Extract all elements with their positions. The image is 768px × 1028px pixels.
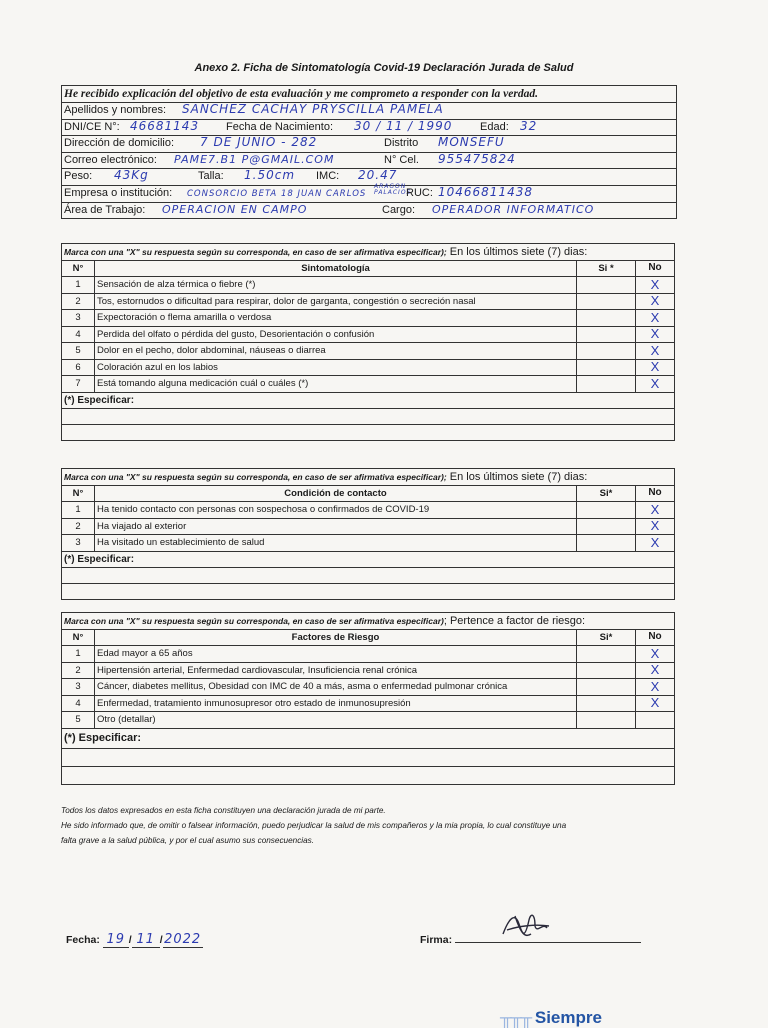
symptoms-row-si-box[interactable]	[577, 293, 636, 310]
symptoms-row	[62, 326, 675, 343]
footer-line-1: Todos los datos expresados en esta ficha constituyen una declaración jurada de mi parte.	[61, 806, 386, 815]
contact-col-n: N°	[62, 485, 95, 502]
risk-specify-label: (*) Especificar:	[62, 728, 675, 748]
footer-line-3: falta grave a la salud pública, y por el cual asumo sus consecuencias.	[61, 836, 315, 845]
symptoms-row-no-box[interactable]: X	[636, 359, 675, 376]
phone-label: N° Cel.	[384, 153, 419, 166]
risk-row-number: 2	[62, 662, 95, 679]
company-logo	[500, 1008, 602, 1028]
dni-value[interactable]: 46681143	[130, 118, 200, 133]
risk-row-no-box[interactable]: X	[636, 662, 675, 679]
risk-row-number: 5	[62, 712, 95, 729]
risk-row	[62, 695, 675, 712]
contact-col-no: No	[636, 485, 675, 502]
company-label: Empresa o institución:	[64, 186, 173, 199]
company-value[interactable]: CONSORCIO BETA 18 JUAN CARLOS	[187, 188, 367, 199]
contact-row-no-box[interactable]: X	[636, 502, 675, 519]
symptoms-row	[62, 293, 675, 310]
contact-row-number: 2	[62, 518, 95, 535]
symptoms-row-number: 7	[62, 376, 95, 393]
contact-row-si-box[interactable]	[577, 502, 636, 519]
risk-rows	[62, 646, 675, 729]
symptoms-rows	[62, 277, 675, 393]
risk-row-text: Enfermedad, tratamiento inmunosupresor otro estado de inmunosupresión	[95, 695, 577, 712]
risk-col-no: No	[636, 629, 675, 646]
contact-rows	[62, 502, 675, 552]
symptoms-row-number: 3	[62, 310, 95, 327]
symptoms-row-si-box[interactable]	[577, 359, 636, 376]
contact-row-number: 1	[62, 502, 95, 519]
ruc-value[interactable]: 10466811438	[438, 184, 533, 199]
contact-instruction: Marca con una "X" su respuesta según su corresponda, en caso de ser afirmativa especificar); En los últimos siete (7) dias:	[62, 469, 675, 486]
dni-row	[62, 120, 676, 137]
risk-row-number: 3	[62, 679, 95, 696]
symptoms-row-si-box[interactable]	[577, 376, 636, 393]
risk-col-item: Factores de Riesgo	[95, 629, 577, 646]
logo-mark-icon: ╥╥╥	[500, 1008, 531, 1027]
email-label: Correo electrónico:	[64, 153, 157, 166]
symptoms-row	[62, 359, 675, 376]
risk-row	[62, 679, 675, 696]
symptoms-row	[62, 277, 675, 294]
contact-row-no-box[interactable]: X	[636, 518, 675, 535]
symptoms-row-si-box[interactable]	[577, 310, 636, 327]
height-value[interactable]: 1.50cm	[244, 168, 296, 183]
risk-instruction: Marca con una "X" su respuesta según su corresponda, en caso de ser afirmativa especificar); Pertence a factor de riesgo:	[62, 613, 675, 630]
email-row	[62, 153, 676, 170]
address-value[interactable]: 7 DE JUNIO - 282	[200, 135, 318, 150]
ruc-label: RUC:	[406, 186, 433, 199]
risk-row-no-box[interactable]: X	[636, 646, 675, 663]
dni-label: DNI/CE N°:	[64, 120, 120, 133]
form-title: Anexo 2. Ficha de Sintomatología Covid-19 Declaración Jurada de Salud	[194, 62, 574, 74]
symptoms-instruction: Marca con una "X" su respuesta según su corresponda, en caso de ser afirmativa especificar); En los últimos siete (7) dias:	[62, 244, 675, 261]
contact-specify-line[interactable]	[62, 568, 675, 584]
area-row	[62, 203, 676, 219]
symptoms-row-number: 1	[62, 277, 95, 294]
weight-value[interactable]: 43Kg	[114, 168, 149, 183]
symptoms-col-item: Sintomatología	[95, 260, 577, 277]
risk-row	[62, 712, 675, 729]
declaration-header: He recibido explicación del objetivo de esta evaluación y me comprometo a responder con la verdad.	[62, 86, 676, 103]
symptoms-row	[62, 310, 675, 327]
role-value[interactable]: OPERADOR INFORMATICO	[432, 202, 595, 216]
company-row	[62, 182, 676, 203]
age-value[interactable]: 32	[520, 118, 538, 133]
risk-col-n: N°	[62, 629, 95, 646]
symptoms-row-no-box[interactable]: X	[636, 326, 675, 343]
contact-col-item: Condición de contacto	[95, 485, 577, 502]
contact-row-text: Ha viajado al exterior	[95, 518, 577, 535]
symptoms-row-si-box[interactable]	[577, 326, 636, 343]
symptoms-specify-line[interactable]	[62, 425, 675, 441]
symptoms-row-no-box[interactable]: X	[636, 343, 675, 360]
phone-value[interactable]: 955475824	[438, 151, 516, 166]
logo-text: Siempre	[534, 1008, 602, 1027]
address-label: Dirección de domicilio:	[64, 137, 175, 150]
symptoms-table	[61, 243, 675, 441]
contact-col-si: Si*	[577, 485, 636, 502]
symptoms-row-text: Coloración azul en los labios	[95, 359, 577, 376]
symptoms-col-no: No	[636, 260, 675, 277]
risk-specify-line[interactable]	[62, 766, 675, 784]
risk-row-text: Cáncer, diabetes mellitus, Obesidad con IMC de 40 a más, asma o enfermedad pulmonar crónica	[95, 679, 577, 696]
symptoms-col-si: Si *	[577, 260, 636, 277]
role-label: Cargo:	[382, 203, 416, 216]
risk-specify-line[interactable]	[62, 748, 675, 766]
symptoms-row-number: 4	[62, 326, 95, 343]
weight-label: Peso:	[64, 170, 93, 183]
date-month[interactable]: 11	[132, 932, 160, 948]
height-label: Talla:	[198, 170, 224, 183]
birth-value[interactable]: 30 / 11 / 1990	[354, 118, 453, 133]
symptoms-row-text: Tos, estornudos o dificultad para respirar, dolor de garganta, congestión o secreción nasal	[95, 293, 577, 310]
symptoms-row-number: 2	[62, 293, 95, 310]
name-label: Apellidos y nombres:	[64, 104, 167, 116]
symptoms-specify-line[interactable]	[62, 409, 675, 425]
risk-row-number: 1	[62, 646, 95, 663]
symptoms-row	[62, 343, 675, 360]
contact-row	[62, 518, 675, 535]
email-value[interactable]: PAME7.B1 P@GMAIL.COM	[174, 152, 335, 166]
risk-row-no-box[interactable]: X	[636, 679, 675, 696]
risk-row	[62, 662, 675, 679]
symptoms-row-text: Expectoración o flema amarilla o verdosa	[95, 310, 577, 327]
signature-scribble-icon	[495, 904, 555, 944]
name-value[interactable]: SANCHEZ CACHAY PRYSCILLA PAMELA	[182, 102, 444, 116]
contact-row-text: Ha tenido contacto con personas con sospechosa o confirmados de COVID-19	[95, 502, 577, 519]
risk-row-si-box[interactable]	[577, 695, 636, 712]
contact-row-text: Ha visitado un establecimiento de salud	[95, 535, 577, 552]
risk-row-number: 4	[62, 695, 95, 712]
company-value-extra[interactable]: ARAGON PALACIOS	[374, 182, 412, 196]
symptoms-row-no-box[interactable]: X	[636, 310, 675, 327]
symptoms-specify-label: (*) Especificar:	[62, 392, 675, 409]
contact-row	[62, 502, 675, 519]
risk-row-si-box[interactable]	[577, 646, 636, 663]
symptoms-row-number: 6	[62, 359, 95, 376]
district-label: Distrito	[384, 137, 419, 150]
symptoms-col-n: N°	[62, 260, 95, 277]
contact-row	[62, 535, 675, 552]
contact-row-no-box[interactable]: X	[636, 535, 675, 552]
date-year[interactable]: 2022	[164, 932, 202, 947]
symptoms-row-number: 5	[62, 343, 95, 360]
risk-row-text: Edad mayor a 65 años	[95, 646, 577, 663]
risk-col-si: Si*	[577, 629, 636, 646]
signature-label: Firma:	[420, 934, 453, 946]
contact-row-si-box[interactable]	[577, 535, 636, 552]
imc-label: IMC:	[316, 170, 340, 183]
personal-data-block	[61, 85, 677, 219]
risk-row-si-box[interactable]	[577, 712, 636, 729]
risk-row-si-box[interactable]	[577, 679, 636, 696]
birth-label: Fecha de Nacimiento:	[226, 120, 333, 133]
symptoms-row-text: Está tomando alguna medicación cuál o cuáles (*)	[95, 376, 577, 393]
contact-specify-line[interactable]	[62, 584, 675, 600]
symptoms-row	[62, 376, 675, 393]
symptoms-row-si-box[interactable]	[577, 343, 636, 360]
risk-row-text: Otro (detallar)	[95, 712, 577, 729]
declaration-footer	[61, 803, 701, 848]
district-value[interactable]: MONSEFU	[438, 135, 505, 150]
risk-row	[62, 646, 675, 663]
date-label: Fecha:	[66, 934, 100, 946]
risk-row-no-box[interactable]: X	[636, 695, 675, 712]
symptoms-row-no-box[interactable]: X	[636, 277, 675, 294]
symptoms-row-no-box[interactable]: X	[636, 293, 675, 310]
date-field: Fecha: 19 / 11 /2022	[66, 932, 202, 947]
imc-value[interactable]: 20.47	[358, 168, 398, 183]
area-label: Área de Trabajo:	[64, 203, 146, 216]
contact-row-number: 3	[62, 535, 95, 552]
symptoms-row-text: Sensación de alza térmica o fiebre (*)	[95, 277, 577, 294]
age-label: Edad:	[480, 120, 509, 133]
risk-row-no-box[interactable]	[636, 712, 675, 729]
symptoms-row-no-box[interactable]: X	[636, 376, 675, 393]
symptoms-row-si-box[interactable]	[577, 277, 636, 294]
address-row	[62, 136, 676, 153]
body-metrics-row	[62, 169, 676, 186]
name-row	[62, 103, 676, 120]
risk-table	[61, 612, 675, 785]
contact-specify-label: (*) Especificar:	[62, 551, 675, 568]
risk-row-text: Hipertensión arterial, Enfermedad cardiovascular, Insuficiencia renal crónica	[95, 662, 577, 679]
contact-table	[61, 468, 675, 600]
symptoms-row-text: Perdida del olfato o pérdida del gusto, Desorientación o confusión	[95, 326, 577, 343]
risk-row-si-box[interactable]	[577, 662, 636, 679]
date-day[interactable]: 19	[103, 932, 129, 948]
contact-row-si-box[interactable]	[577, 518, 636, 535]
area-value[interactable]: OPERACION EN CAMPO	[162, 202, 308, 216]
symptoms-row-text: Dolor en el pecho, dolor abdominal, náuseas o diarrea	[95, 343, 577, 360]
footer-line-2: He sido informado que, de omitir o falsear información, puedo perjudicar la salud de mis compañeros y la mia propia, lo cual constituye una	[61, 821, 567, 830]
